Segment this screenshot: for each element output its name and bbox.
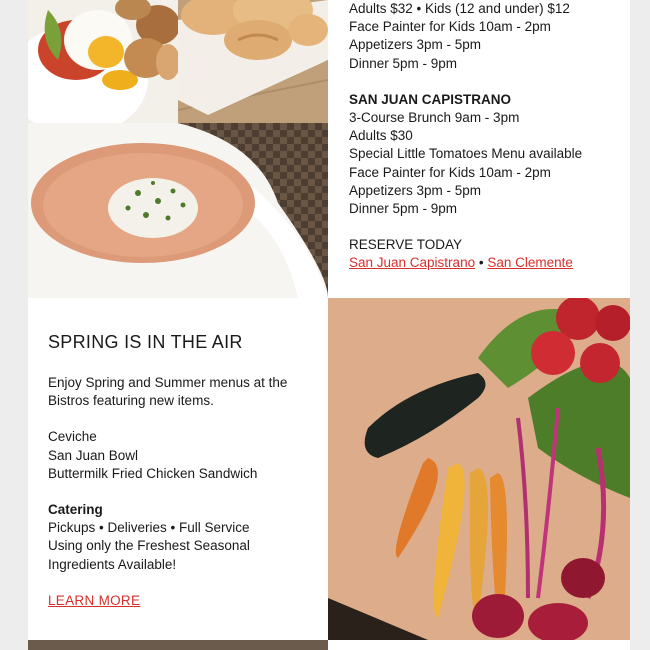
events-info [349, 0, 619, 273]
spring-intro-line: Bistros featuring new items. [48, 393, 214, 409]
face-painter-line: Face Painter for Kids 10am - 2pm [349, 19, 551, 35]
catering-line: Pickups • Deliveries • Full Service [48, 520, 250, 536]
link-separator: • [475, 255, 488, 271]
dinner-line: Dinner 5pm - 9pm [349, 201, 458, 217]
newsletter-body [28, 0, 630, 650]
pricing-line: Adults $32 • Kids (12 and under) $12 [349, 1, 570, 16]
location-heading: SAN JUAN CAPISTRANO [349, 91, 512, 107]
appetizers-line: Appetizers 3pm - 5pm [349, 37, 482, 53]
menu-item: San Juan Bowl [48, 447, 139, 463]
spring-section [48, 330, 318, 610]
learn-more-link[interactable]: LEARN MORE [48, 592, 141, 608]
spring-title: SPRING IS IN THE AIR [48, 332, 243, 352]
reserve-links [349, 254, 619, 272]
bisque-soup-photo [28, 123, 328, 298]
dinner-line: Dinner 5pm - 9pm [349, 55, 458, 71]
reserve-label: RESERVE TODAY [349, 237, 463, 253]
cinnamon-rolls-photo [178, 0, 328, 123]
next-section-photo-edge [28, 640, 328, 650]
spring-intro-line: Enjoy Spring and Summer menus at the [48, 375, 288, 390]
catering-heading: Catering [48, 502, 103, 518]
kids-menu-line: Special Little Tomatoes Menu available [349, 146, 583, 162]
san-clemente-link[interactable]: San Clemente [487, 255, 573, 271]
catering-line: Using only the Freshest Seasonal [48, 538, 250, 554]
vegetables-photo [328, 298, 630, 640]
menu-item: Ceviche [48, 429, 97, 445]
catering-line: Ingredients Available! [48, 556, 177, 572]
eggs-benedict-photo [28, 0, 178, 123]
san-juan-capistrano-link[interactable]: San Juan Capistrano [349, 255, 476, 271]
face-painter-line: Face Painter for Kids 10am - 2pm [349, 164, 551, 180]
appetizers-line: Appetizers 3pm - 5pm [349, 182, 482, 198]
menu-item: Buttermilk Fried Chicken Sandwich [48, 465, 258, 481]
adult-price-line: Adults $30 [349, 128, 413, 144]
brunch-line: 3-Course Brunch 9am - 3pm [349, 110, 520, 126]
